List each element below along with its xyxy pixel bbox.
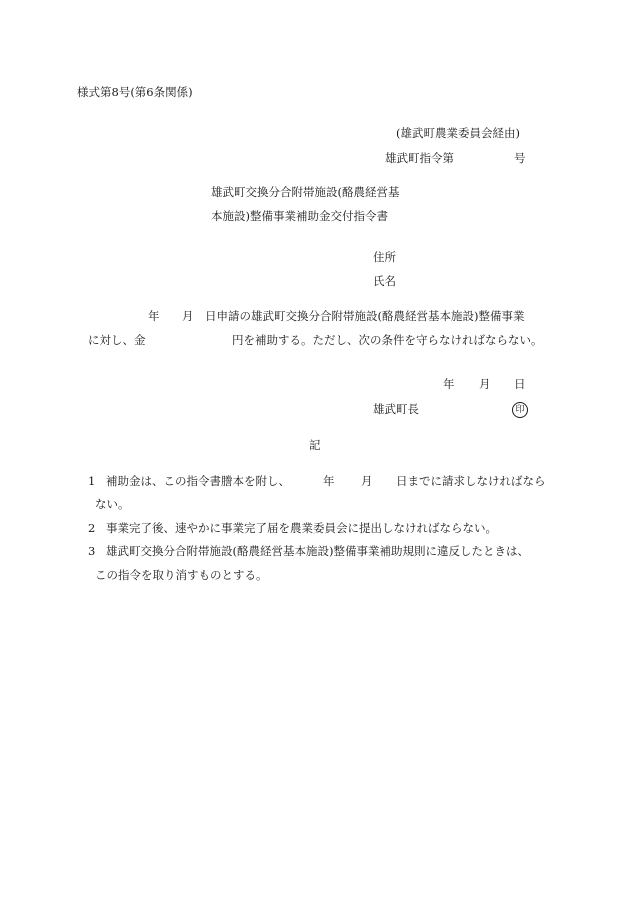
condition-continuation: ない。: [95, 497, 130, 511]
document-title-line-2: 本施設)整備事業補助金交付指令書: [211, 209, 388, 223]
condition-text: 補助金は、この指令書謄本を附し、: [106, 474, 290, 488]
record-heading: 記: [309, 438, 321, 452]
via-committee: (雄武町農業委員会経由): [396, 126, 520, 140]
condition-number: 3: [88, 544, 96, 558]
body-year: 年: [148, 309, 160, 323]
condition-text-continued: 日までに請求しなければなら: [396, 474, 546, 488]
body-month: 月: [182, 309, 194, 323]
name-label: 氏名: [373, 274, 396, 288]
issue-month: 月: [479, 377, 491, 391]
condition-month: 月: [361, 474, 373, 488]
condition-text: 雄武町交換分合附帯施設(酪農経営基本施設)整備事業補助規則に違反したときは、: [106, 544, 529, 558]
body-line-2: 円を補助する。ただし、次の条件を守らなければならない。: [232, 333, 543, 347]
directive-number-suffix: 号: [514, 151, 526, 165]
form-number: 様式第8号(第6条関係): [77, 85, 193, 99]
issue-day: 日: [514, 377, 526, 391]
condition-number: 1: [88, 474, 96, 488]
condition-continuation: この指令を取り消すものとする。: [95, 568, 268, 582]
issue-year: 年: [443, 377, 455, 391]
address-label: 住所: [373, 250, 396, 264]
issuer-title: 雄武町長: [373, 402, 419, 416]
body-line-2-start: に対し、金: [88, 333, 146, 347]
directive-number-prefix: 雄武町指令第: [385, 151, 454, 165]
seal-mark: 印: [512, 402, 528, 418]
document-title-line-1: 雄武町交換分合附帯施設(酪農経営基: [211, 185, 400, 199]
condition-text: 事業完了後、速やかに事業完了届を農業委員会に提出しなければならない。: [106, 521, 497, 535]
body-line-1: 日申請の雄武町交換分合附帯施設(酪農経営基本施設)整備事業: [205, 309, 525, 323]
condition-number: 2: [88, 521, 96, 535]
condition-year: 年: [323, 474, 335, 488]
